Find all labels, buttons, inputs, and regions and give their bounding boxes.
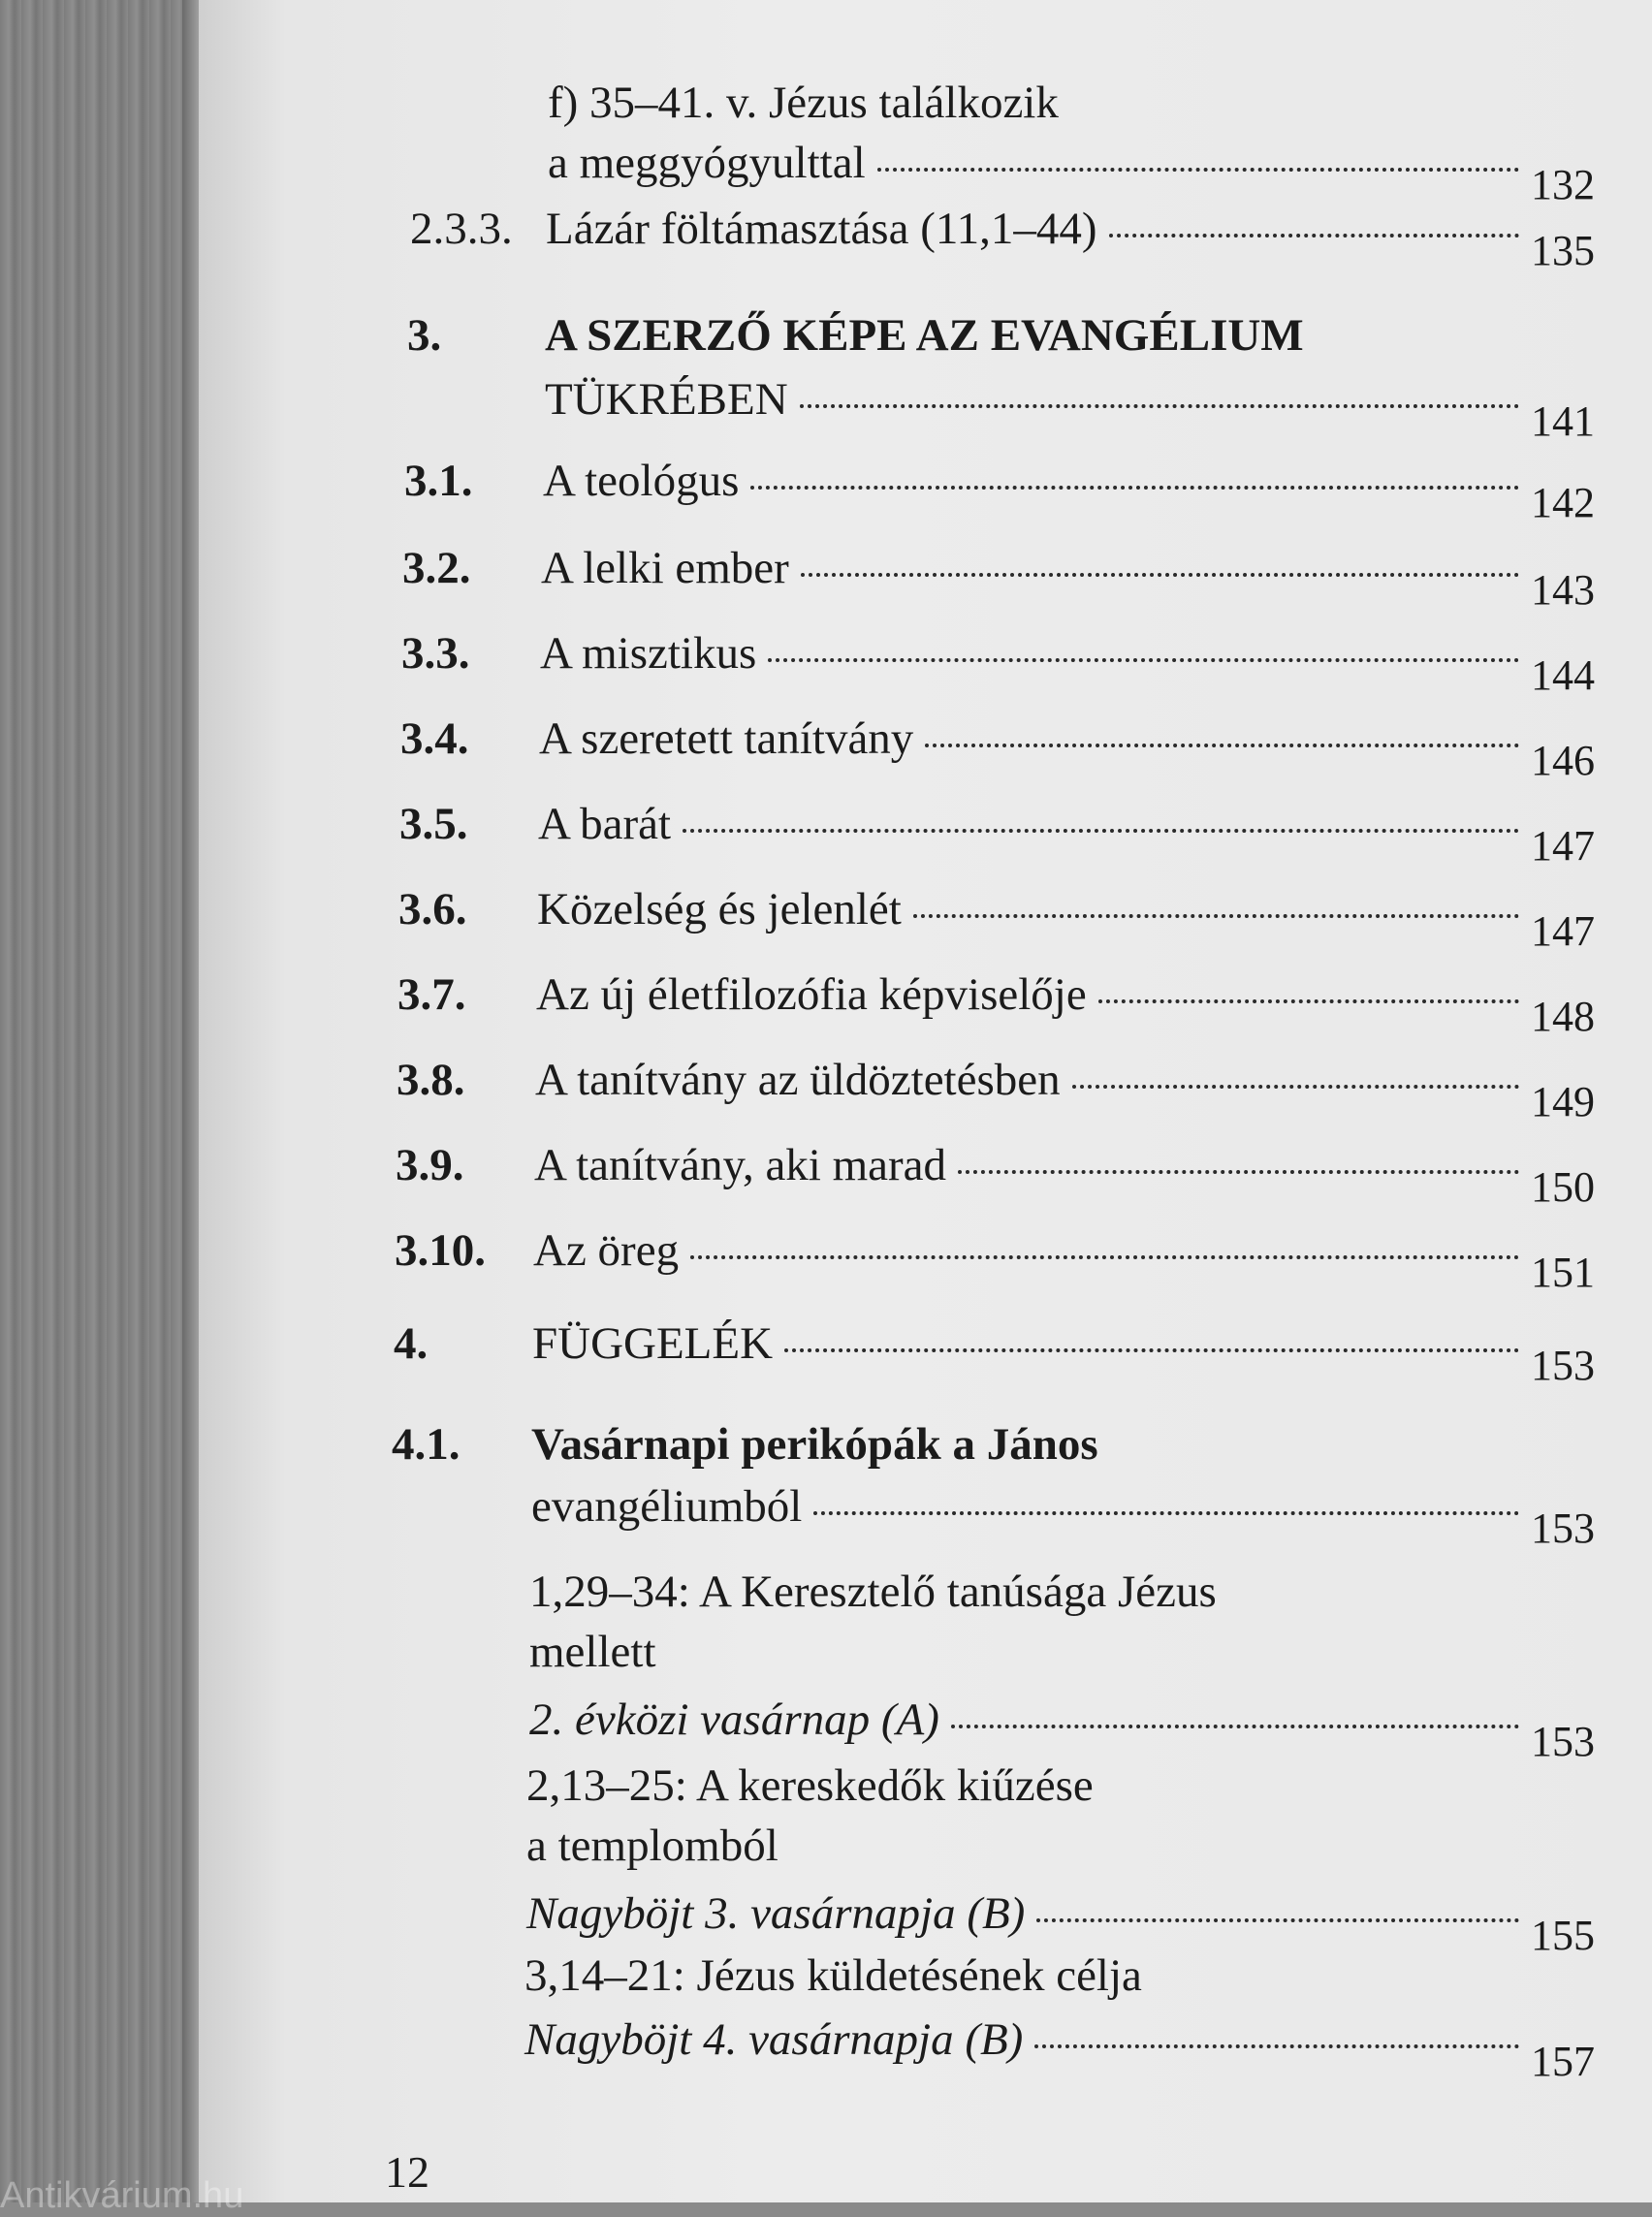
toc-entry-leader-line: [538, 797, 1595, 870]
toc-entry-page: 141: [1531, 397, 1595, 445]
dot-leader: [683, 829, 1519, 833]
toc-entry-title-line: TÜKRÉBEN: [545, 374, 788, 425]
toc-entry-title-line: 3,14–21: Jézus küldetésének célja: [524, 1950, 1142, 2001]
toc-entry-title-line: mellett: [529, 1627, 656, 1677]
toc-entry-title-line: Közelség és jelenlét: [537, 884, 902, 934]
toc-entry-number: 3.8.: [397, 1055, 465, 1105]
dot-leader: [1109, 234, 1519, 238]
toc-entry-leader-line: [543, 454, 1595, 526]
toc-entry-number: 3.5.: [399, 799, 468, 849]
toc-entry-number: 3.4.: [400, 713, 469, 764]
toc-entry-title-line: A barát: [538, 799, 672, 849]
toc-entry-number: 3.3.: [401, 628, 470, 679]
toc-entry-leader-line: [529, 1693, 1595, 1765]
toc-entry-page: 143: [1531, 566, 1595, 614]
toc-entry-number: 3.6.: [398, 884, 467, 934]
dot-leader: [801, 573, 1519, 577]
toc-entry-title-line: A tanítvány, aki marad: [534, 1140, 947, 1190]
toc-entry-title-line: A misztikus: [540, 628, 757, 679]
table-of-contents: [199, 0, 1652, 2202]
toc-entry-page: 147: [1531, 907, 1595, 955]
toc-entry-leader-line: [531, 1479, 1595, 1552]
dot-leader: [958, 1170, 1519, 1174]
toc-entry-title-line: 2. évközi vasárnap (A): [529, 1694, 939, 1745]
toc-entry-page: 153: [1531, 1342, 1595, 1389]
toc-entry-title-line: Vasárnapi perikópák a János: [531, 1419, 1098, 1470]
toc-entry-number: 3.7.: [397, 969, 466, 1020]
dot-leader: [1034, 2044, 1519, 2048]
toc-entry-title-line: A szeretett tanítvány: [539, 713, 914, 764]
toc-entry-leader-line: [540, 626, 1595, 699]
toc-entry-title-line: FÜGGELÉK: [532, 1318, 774, 1369]
toc-entry-leader-line: [536, 967, 1595, 1040]
toc-entry-leader-line: [526, 1886, 1595, 1959]
dot-leader: [813, 1511, 1519, 1515]
dot-leader: [877, 168, 1519, 172]
toc-entry-title-line: A tanítvány az üldöztetésben: [535, 1055, 1061, 1105]
toc-entry-number: 3.9.: [396, 1140, 464, 1190]
dot-leader: [784, 1348, 1519, 1352]
toc-entry-page: 135: [1531, 227, 1595, 274]
dot-leader: [925, 744, 1519, 747]
dot-leader: [951, 1725, 1519, 1728]
toc-entry-number: 3.: [407, 310, 442, 361]
toc-entry-page: 144: [1531, 651, 1595, 699]
toc-entry-title-line: A lelki ember: [541, 543, 789, 593]
toc-entry-number: 4.: [394, 1318, 429, 1369]
toc-entry-number: 3.10.: [395, 1225, 486, 1276]
toc-entry-leader-line: [546, 202, 1595, 274]
toc-entry-page: 157: [1531, 2038, 1595, 2085]
toc-entry-title-line: 1,29–34: A Keresztelő tanúsága Jézus: [529, 1567, 1217, 1617]
toc-entry-page: 150: [1531, 1163, 1595, 1211]
toc-entry-page: 147: [1531, 822, 1595, 870]
toc-entry-page: 148: [1531, 993, 1595, 1040]
toc-entry-title-line: a meggyógyulttal: [548, 138, 866, 188]
toc-entry-title-line: Nagyböjt 3. vasárnapja (B): [526, 1888, 1026, 1939]
toc-entry-leader-line: [533, 1223, 1595, 1296]
dot-leader: [1098, 999, 1519, 1003]
toc-entry-leader-line: [548, 136, 1595, 208]
toc-entry-page: 151: [1531, 1249, 1595, 1296]
toc-entry-number: 3.2.: [402, 543, 471, 593]
toc-entry-title-line: Az új életfilozófia képviselője: [536, 969, 1087, 1020]
toc-entry-leader-line: [541, 541, 1595, 614]
toc-entry-number: 4.1.: [392, 1419, 461, 1470]
dot-leader: [800, 404, 1519, 408]
toc-entry-leader-line: [537, 882, 1595, 955]
toc-entry-page: 142: [1531, 479, 1595, 526]
toc-entry-page: 132: [1531, 161, 1595, 208]
dot-leader: [768, 658, 1519, 662]
toc-entry-page: 146: [1531, 737, 1595, 784]
toc-entry-leader-line: [545, 372, 1595, 445]
dot-leader: [1036, 1918, 1519, 1922]
toc-entry-leader-line: [539, 712, 1595, 784]
dot-leader: [750, 486, 1519, 490]
toc-entry-title-line: A SZERZŐ KÉPE AZ EVANGÉLIUM: [545, 310, 1304, 361]
toc-entry-page: 149: [1531, 1078, 1595, 1125]
toc-entry-title-line: Nagyböjt 4. vasárnapja (B): [524, 2014, 1024, 2065]
adjacent-page-edge: [0, 0, 194, 2202]
toc-entry-title-line: Lázár föltámasztása (11,1–44): [546, 204, 1097, 254]
toc-entry-title-line: evangéliumból: [531, 1481, 803, 1532]
toc-entry-title-line: Az öreg: [533, 1225, 680, 1276]
toc-entry-leader-line: [524, 2012, 1595, 2085]
toc-entry-leader-line: [535, 1053, 1595, 1125]
dot-leader: [913, 914, 1519, 918]
toc-entry-leader-line: [532, 1316, 1595, 1389]
toc-entry-number: 3.1.: [404, 456, 473, 506]
toc-entry-title-line: f) 35–41. v. Jézus találkozik: [548, 78, 1059, 128]
toc-entry-page: 155: [1531, 1912, 1595, 1959]
toc-entry-page: 153: [1531, 1504, 1595, 1552]
page-number: 12: [385, 2147, 429, 2197]
dot-leader: [1072, 1085, 1519, 1089]
toc-entry-title-line: a templomból: [526, 1821, 778, 1871]
toc-entry-number: 2.3.3.: [410, 204, 513, 254]
toc-entry-title-line: A teológus: [543, 456, 740, 506]
dot-leader: [690, 1255, 1519, 1259]
book-page: [199, 0, 1652, 2202]
toc-entry-title-line: 2,13–25: A kereskedők kiűzése: [526, 1760, 1094, 1811]
watermark: Antikvárium.hu: [0, 2175, 244, 2216]
toc-entry-leader-line: [534, 1138, 1595, 1211]
toc-entry-page: 153: [1531, 1718, 1595, 1765]
